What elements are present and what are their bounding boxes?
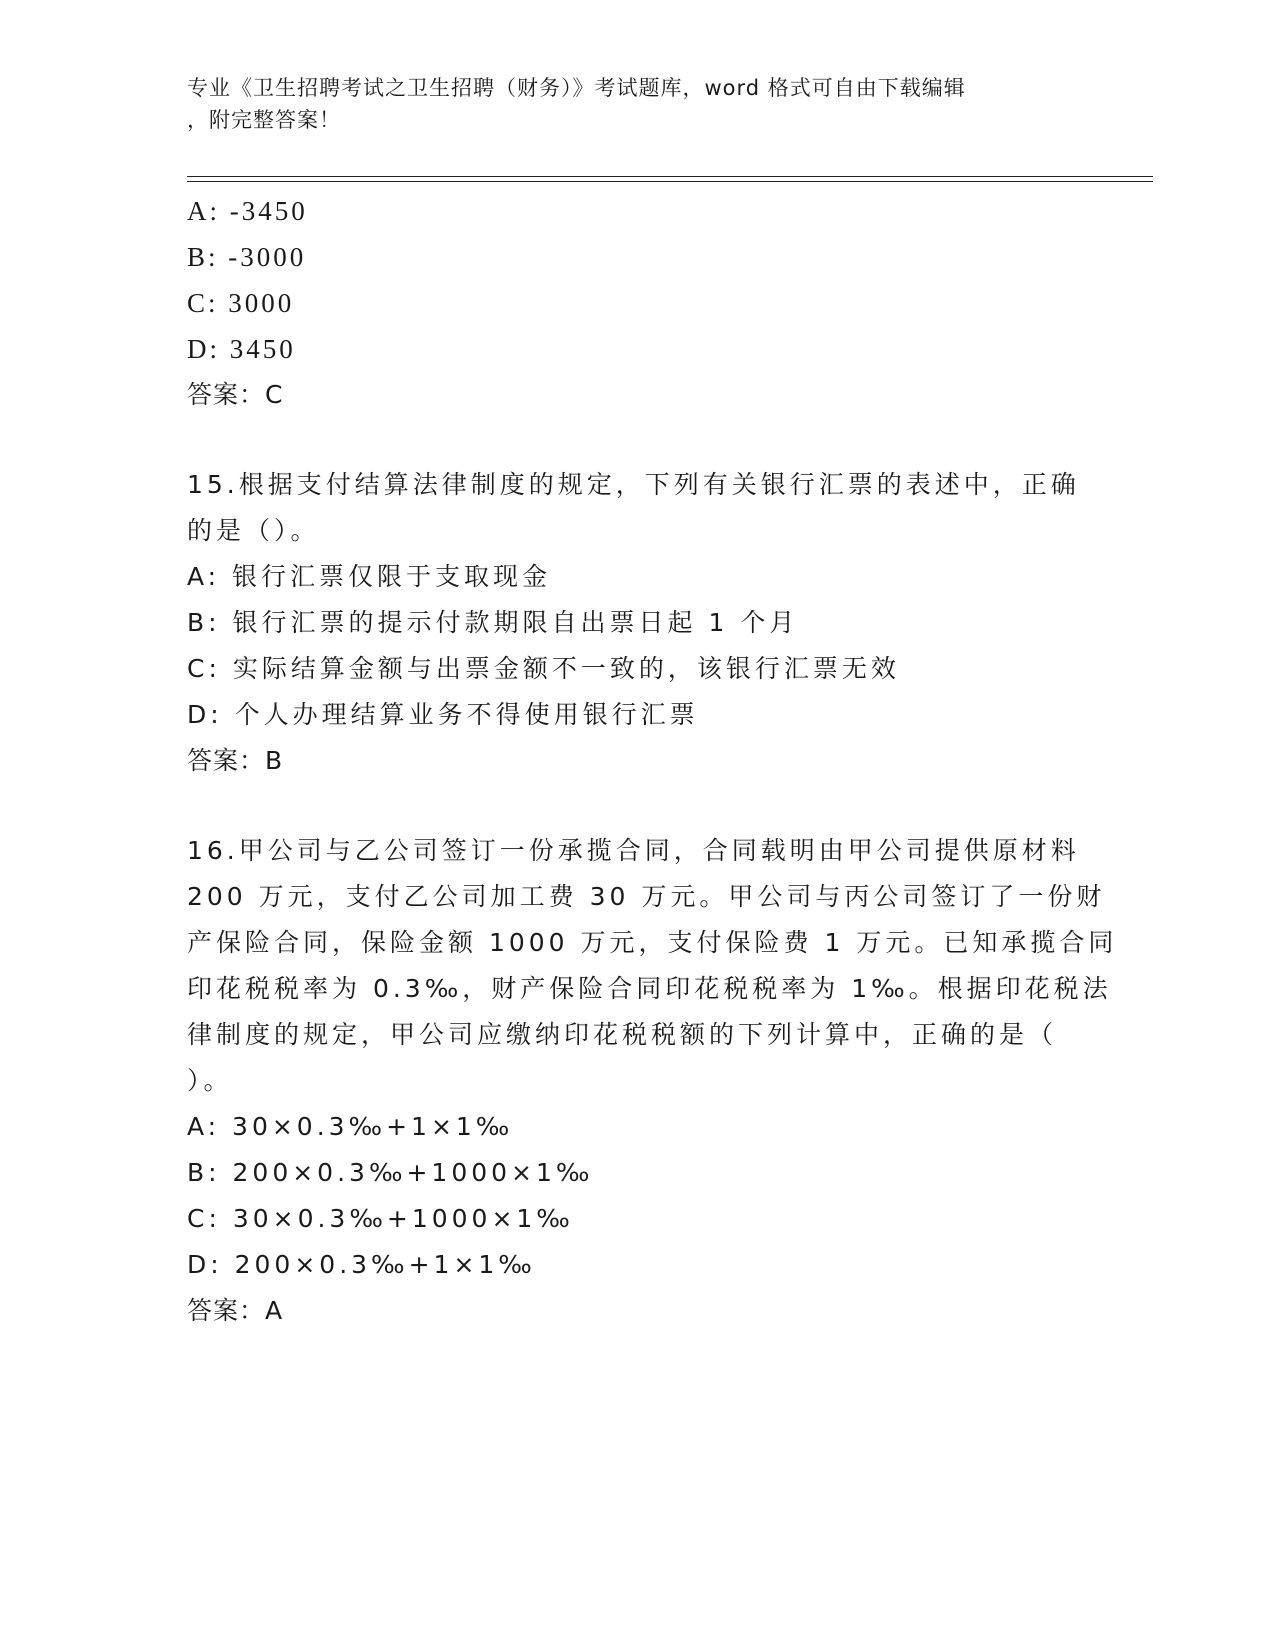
option-c: C: 实际结算金额与出票金额不一致的，该银行汇票无效	[187, 654, 900, 683]
question-stem-line: 200 万元，支付乙公司加工费 30 万元。甲公司与丙公司签订了一份财	[187, 882, 1106, 911]
option-c: C: 30×0.3‰+1000×1‰	[187, 1204, 574, 1233]
question-stem-line: 律制度的规定，甲公司应缴纳印花税税额的下列计算中，正确的是（	[187, 1020, 1058, 1049]
spacer	[187, 784, 1087, 828]
question-stem-line: ）。	[187, 1066, 233, 1095]
question-stem-line: 产保险合同，保险金额 1000 万元，支付保险费 1 万元。已知承揽合同	[187, 928, 1118, 957]
option-c: C: 3000	[187, 288, 295, 318]
question-16-block	[187, 828, 1118, 1334]
header-rule-top	[187, 176, 1153, 177]
question-stem-line: 15.根据支付结算法律制度的规定，下列有关银行汇票的表述中，正确	[187, 470, 1080, 499]
option-d: D: 200×0.3‰+1×1‰	[187, 1250, 536, 1279]
question-content	[187, 188, 1118, 1334]
spacer	[187, 418, 1087, 462]
option-d: D: 个人办理结算业务不得使用银行汇票	[187, 700, 699, 729]
option-b: B: -3000	[187, 242, 307, 272]
prev-question-block	[187, 188, 1087, 418]
option-a: A: 银行汇票仅限于支取现金	[187, 562, 552, 591]
answer-label: 答案：C	[187, 380, 284, 409]
question-stem-line: 印花税税率为 0.3‰，财产保险合同印花税税率为 1‰。根据印花税法	[187, 974, 1112, 1003]
option-b: B: 银行汇票的提示付款期限自出票日起 1 个月	[187, 608, 799, 637]
header-rule-bottom	[187, 181, 1153, 182]
option-b: B: 200×0.3‰+1000×1‰	[187, 1158, 594, 1187]
header-line-2: ，附完整答案！	[187, 108, 341, 132]
option-a: A: -3450	[187, 196, 308, 226]
option-d: D: 3450	[187, 334, 296, 364]
question-stem-line: 的是（）。	[187, 516, 320, 545]
question-15-block	[187, 462, 1087, 784]
answer-label: 答案：B	[187, 746, 284, 775]
header-line-1: 专业《卫生招聘考试之卫生招聘（财务）》考试题库，word 格式可自由下载编辑	[187, 76, 966, 100]
question-stem-line: 16.甲公司与乙公司签订一份承揽合同，合同载明由甲公司提供原材料	[187, 836, 1080, 865]
answer-label: 答案：A	[187, 1296, 284, 1325]
option-a: A: 30×0.3‰+1×1‰	[187, 1112, 514, 1141]
document-header	[187, 72, 1087, 136]
